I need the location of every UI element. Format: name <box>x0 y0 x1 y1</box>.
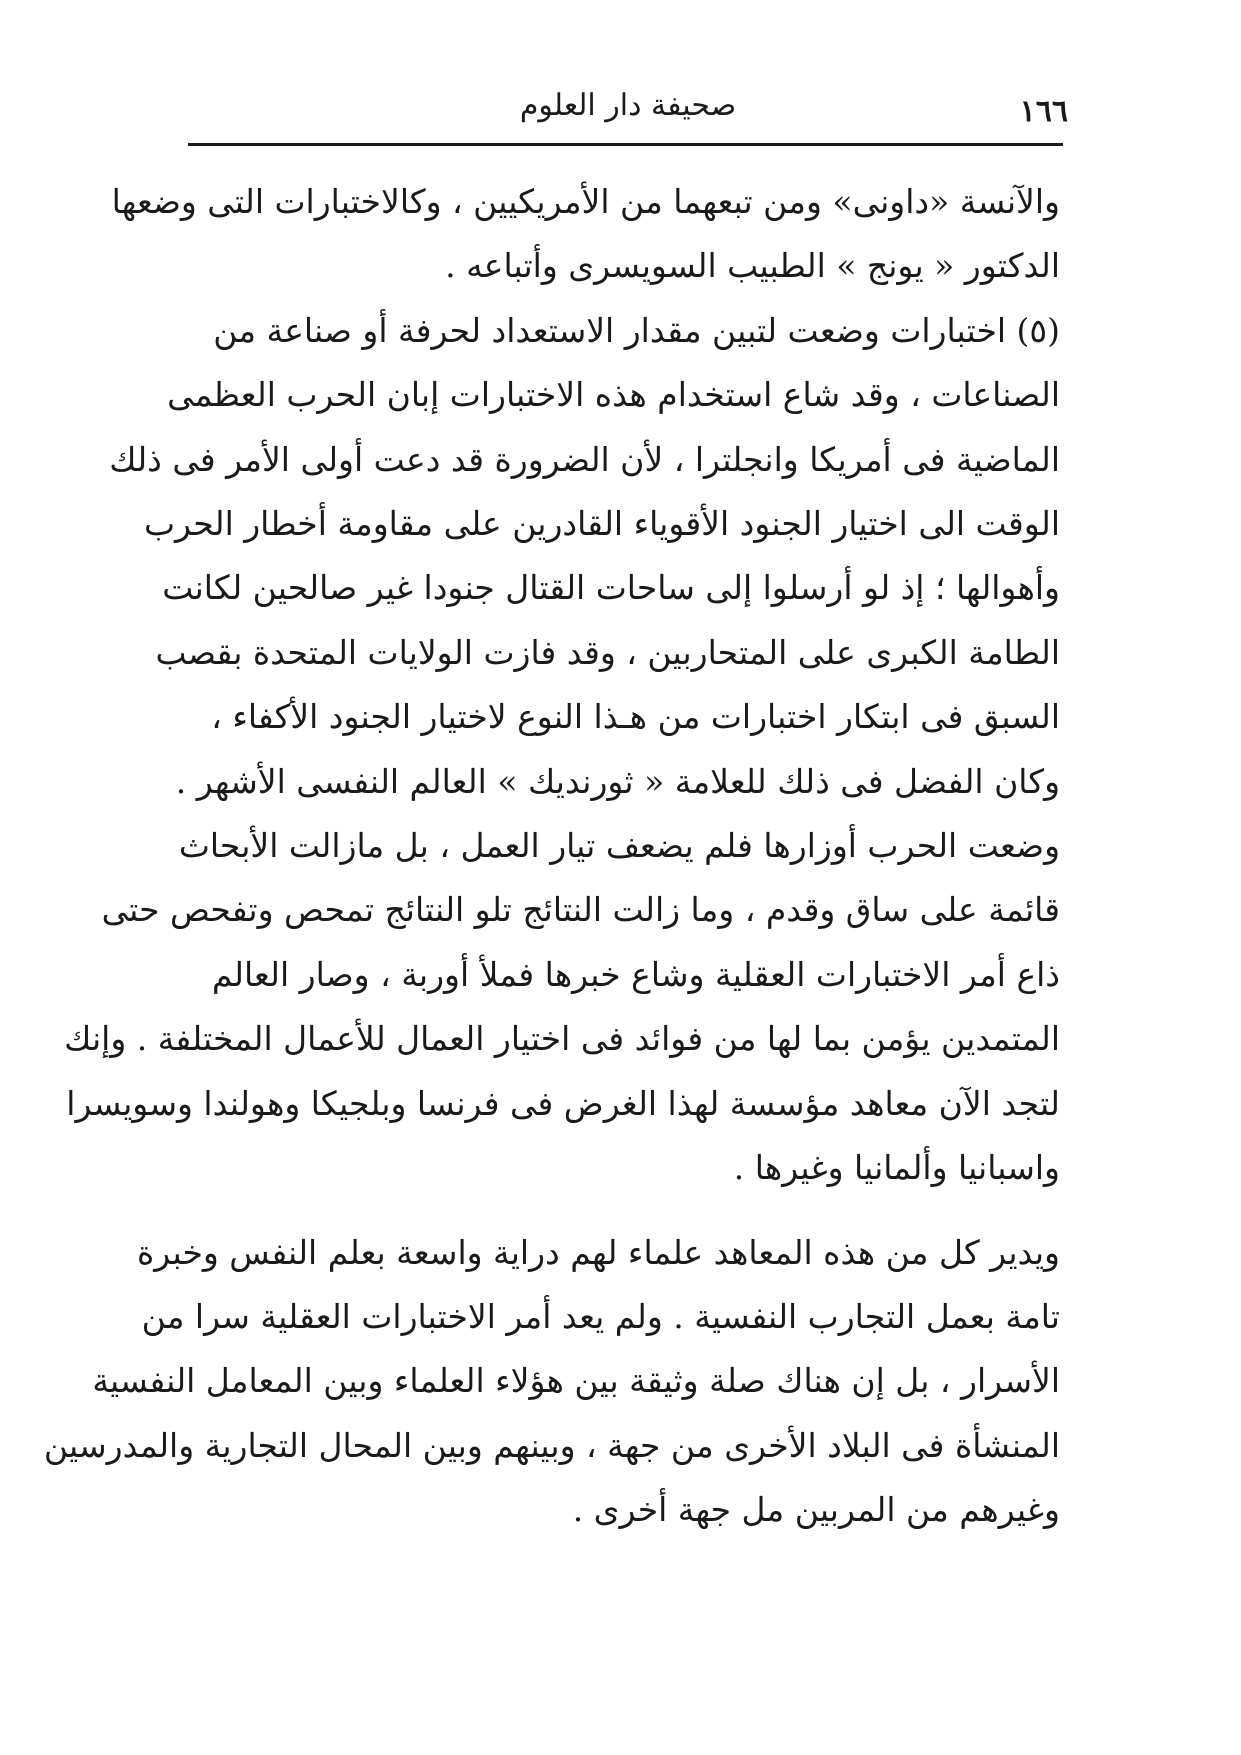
header-rule <box>188 143 1063 146</box>
paragraph-4 <box>43 1221 1060 1543</box>
text-line: قائمة على ساق وقدم ، وما زالت النتائج تلو النتائج تمحص وتفحص حتى <box>101 890 1060 930</box>
text-line: واسبانيا وألمانيا وغيرها . <box>733 1148 1060 1188</box>
text-line: وغيرهم من المربين مل جهة أخرى . <box>572 1490 1060 1530</box>
page-number: ١٦٦ <box>1019 94 1068 129</box>
page-header <box>188 88 1068 138</box>
paragraph-2 <box>109 299 1060 814</box>
text-line: الدكتور « يونج » الطبيب السويسرى وأتباعه . <box>445 246 1060 286</box>
body-text <box>43 170 1060 1543</box>
text-line: الصناعات ، وقد شاع استخدام هذه الاختبارات إبان الحرب العظمى <box>167 375 1060 415</box>
text-line: وكان الفضل فى ذلك للعلامة « ثورنديك » العالم النفسى الأشهر . <box>175 761 1060 801</box>
paragraph-3 <box>64 814 1060 1200</box>
text-line: الطامة الكبرى على المتحاربين ، وقد فازت الولايات المتحدة بقصب <box>155 632 1060 672</box>
text-line: السبق فى ابتكار اختبارات من هـذا النوع لاختيار الجنود الأكفاء ، <box>211 697 1060 737</box>
running-title: صحيفة دار العلوم <box>519 88 737 123</box>
text-line: وأهوالها ؛ إذ لو أرسلوا إلى ساحات القتال جنودا غير صالحين لكانت <box>162 568 1060 608</box>
text-line: ذاع أمر الاختبارات العقلية وشاع خبرها فملأ أوربة ، وصار العالم <box>211 954 1060 994</box>
text-line: الأسرار ، بل إن هناك صلة وثيقة بين هؤلاء العلماء وبين المعامل النفسية <box>92 1361 1060 1401</box>
text-line: تامة بعمل التجارب النفسية . ولم يعد أمر الاختبارات العقلية سرا من <box>141 1296 1060 1336</box>
text-line: الماضية فى أمريكا وانجلترا ، لأن الضرورة قد دعت أولى الأمر فى ذلك <box>109 439 1060 479</box>
text-line: (٥) اختبارات وضعت لتبين مقدار الاستعداد لحرفة أو صناعة من <box>213 310 1060 350</box>
text-line: والآنسة «داونى» ومن تبعهما من الأمريكيين ، وكالاختبارات التى وضعها <box>111 182 1060 221</box>
text-line: لتجد الآن معاهد مؤسسة لهذا الغرض فى فرنسا وبلجيكا وهولندا وسويسرا <box>66 1083 1060 1123</box>
text-line: المنشأة فى البلاد الأخرى من جهة ، وبينهم وبين المحال التجارية والمدرسين <box>43 1425 1060 1465</box>
text-line: الوقت الى اختيار الجنود الأقوياء القادرين على مقاومة أخطار الحرب <box>143 504 1060 544</box>
text-line: المتمدين يؤمن بما لها من فوائد فى اختيار العمال للأعمال المختلفة . وإنك <box>64 1019 1060 1059</box>
paragraph-1 <box>111 170 1060 299</box>
text-line: وضعت الحرب أوزارها فلم يضعف تيار العمل ، بل مازالت الأبحاث <box>178 826 1060 866</box>
text-line: ويدير كل من هذه المعاهد علماء لهم دراية واسعة بعلم النفس وخبرة <box>136 1232 1060 1272</box>
